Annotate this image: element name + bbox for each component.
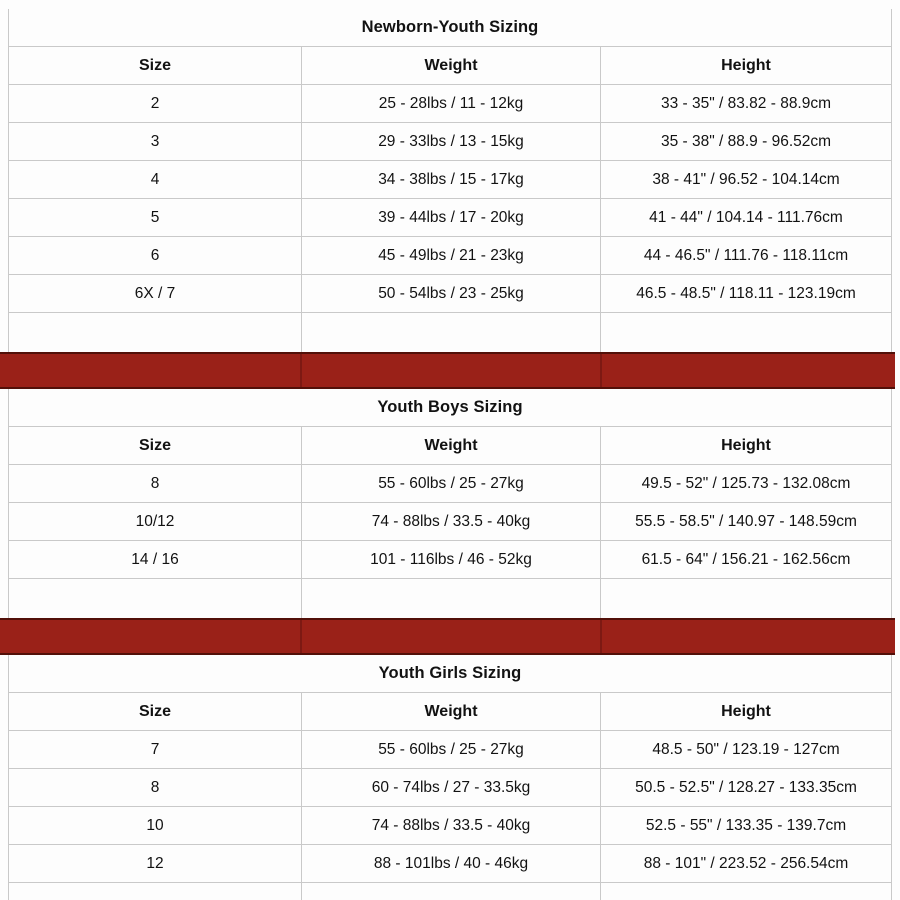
weight-cell: 74 - 88lbs / 33.5 - 40kg bbox=[301, 807, 601, 844]
size-cell: 2 bbox=[150, 94, 160, 112]
table-title: Newborn-Youth Sizing bbox=[9, 9, 891, 47]
height-cell: 33 - 35" / 83.82 - 88.9cm bbox=[660, 94, 832, 112]
weight-cell: 74 - 88lbs / 33.5 - 40kg bbox=[301, 503, 601, 540]
weight-column-header: Weight bbox=[301, 47, 601, 84]
size-cell: 3 bbox=[150, 132, 160, 150]
size-cell: 8 bbox=[150, 474, 160, 492]
table-row bbox=[9, 769, 891, 807]
table-row bbox=[9, 161, 891, 199]
table-header-row bbox=[9, 693, 891, 731]
size-cell: 14 / 16 bbox=[131, 550, 179, 568]
table-row bbox=[9, 199, 891, 237]
weight-cell: 34 - 38lbs / 15 - 17kg bbox=[301, 161, 601, 198]
height-cell: 50.5 - 52.5" / 128.27 - 133.35cm bbox=[635, 778, 857, 796]
height-cell: 41 - 44" / 104.14 - 111.76cm bbox=[649, 208, 843, 226]
divider-bar bbox=[0, 618, 895, 655]
youth-girls-sizing-table bbox=[8, 655, 892, 900]
empty-row bbox=[9, 313, 891, 352]
empty-row bbox=[9, 579, 891, 618]
table-row bbox=[9, 123, 891, 161]
table-title: Youth Girls Sizing bbox=[9, 655, 891, 693]
weight-cell: 55 - 60lbs / 25 - 27kg bbox=[301, 731, 601, 768]
table-row bbox=[9, 275, 891, 313]
divider-bar bbox=[0, 352, 895, 389]
height-cell: 61.5 - 64" / 156.21 - 162.56cm bbox=[641, 550, 851, 568]
size-cell: 10/12 bbox=[135, 512, 175, 530]
height-cell: 35 - 38" / 88.9 - 96.52cm bbox=[660, 132, 832, 150]
table-row bbox=[9, 845, 891, 883]
size-column-header: Size bbox=[138, 56, 171, 74]
weight-cell: 50 - 54lbs / 23 - 25kg bbox=[301, 275, 601, 312]
height-cell: 55.5 - 58.5" / 140.97 - 148.59cm bbox=[635, 512, 857, 530]
weight-cell: 88 - 101lbs / 40 - 46kg bbox=[301, 845, 601, 882]
height-cell: 52.5 - 55" / 133.35 - 139.7cm bbox=[645, 816, 847, 834]
height-cell: 38 - 41" / 96.52 - 104.14cm bbox=[652, 170, 840, 188]
table-row bbox=[9, 541, 891, 579]
table-row bbox=[9, 465, 891, 503]
table-row bbox=[9, 731, 891, 769]
youth-boys-sizing-table bbox=[8, 389, 892, 618]
size-cell: 6 bbox=[150, 246, 160, 264]
size-cell: 7 bbox=[150, 740, 160, 758]
table-row bbox=[9, 85, 891, 123]
size-cell: 8 bbox=[150, 778, 160, 796]
height-cell: 48.5 - 50" / 123.19 - 127cm bbox=[652, 740, 840, 758]
weight-cell: 60 - 74lbs / 27 - 33.5kg bbox=[301, 769, 601, 806]
height-cell: 88 - 101" / 223.52 - 256.54cm bbox=[643, 854, 849, 872]
size-cell: 6X / 7 bbox=[134, 284, 176, 302]
table-header-row bbox=[9, 427, 891, 465]
table-row bbox=[9, 237, 891, 275]
size-column-header: Size bbox=[138, 702, 171, 720]
divider-bar-seam bbox=[300, 620, 302, 653]
table-header-row bbox=[9, 47, 891, 85]
height-cell: 44 - 46.5" / 111.76 - 118.11cm bbox=[643, 246, 849, 264]
divider-bar-seam bbox=[600, 620, 602, 653]
height-column-header: Height bbox=[721, 436, 771, 454]
height-cell: 46.5 - 48.5" / 118.11 - 123.19cm bbox=[636, 284, 856, 302]
divider-bar-seam bbox=[300, 354, 302, 387]
empty-row bbox=[9, 883, 891, 900]
size-column-header: Size bbox=[138, 436, 171, 454]
size-cell: 4 bbox=[150, 170, 160, 188]
divider-bar-seam bbox=[600, 354, 602, 387]
size-cell: 12 bbox=[146, 854, 164, 872]
weight-cell: 25 - 28lbs / 11 - 12kg bbox=[301, 85, 601, 122]
table-row bbox=[9, 503, 891, 541]
size-cell: 10 bbox=[146, 816, 164, 834]
weight-cell: 45 - 49lbs / 21 - 23kg bbox=[301, 237, 601, 274]
height-column-header: Height bbox=[721, 702, 771, 720]
weight-cell: 55 - 60lbs / 25 - 27kg bbox=[301, 465, 601, 502]
top-margin bbox=[0, 0, 900, 9]
table-title: Youth Boys Sizing bbox=[9, 389, 891, 427]
height-cell: 49.5 - 52" / 125.73 - 132.08cm bbox=[641, 474, 851, 492]
newborn-youth-sizing-table bbox=[8, 9, 892, 352]
height-column-header: Height bbox=[721, 56, 771, 74]
table-row bbox=[9, 807, 891, 845]
weight-cell: 29 - 33lbs / 13 - 15kg bbox=[301, 123, 601, 160]
weight-column-header: Weight bbox=[301, 693, 601, 730]
size-cell: 5 bbox=[150, 208, 160, 226]
weight-cell: 39 - 44lbs / 17 - 20kg bbox=[301, 199, 601, 236]
weight-column-header: Weight bbox=[301, 427, 601, 464]
weight-cell: 101 - 116lbs / 46 - 52kg bbox=[301, 541, 601, 578]
